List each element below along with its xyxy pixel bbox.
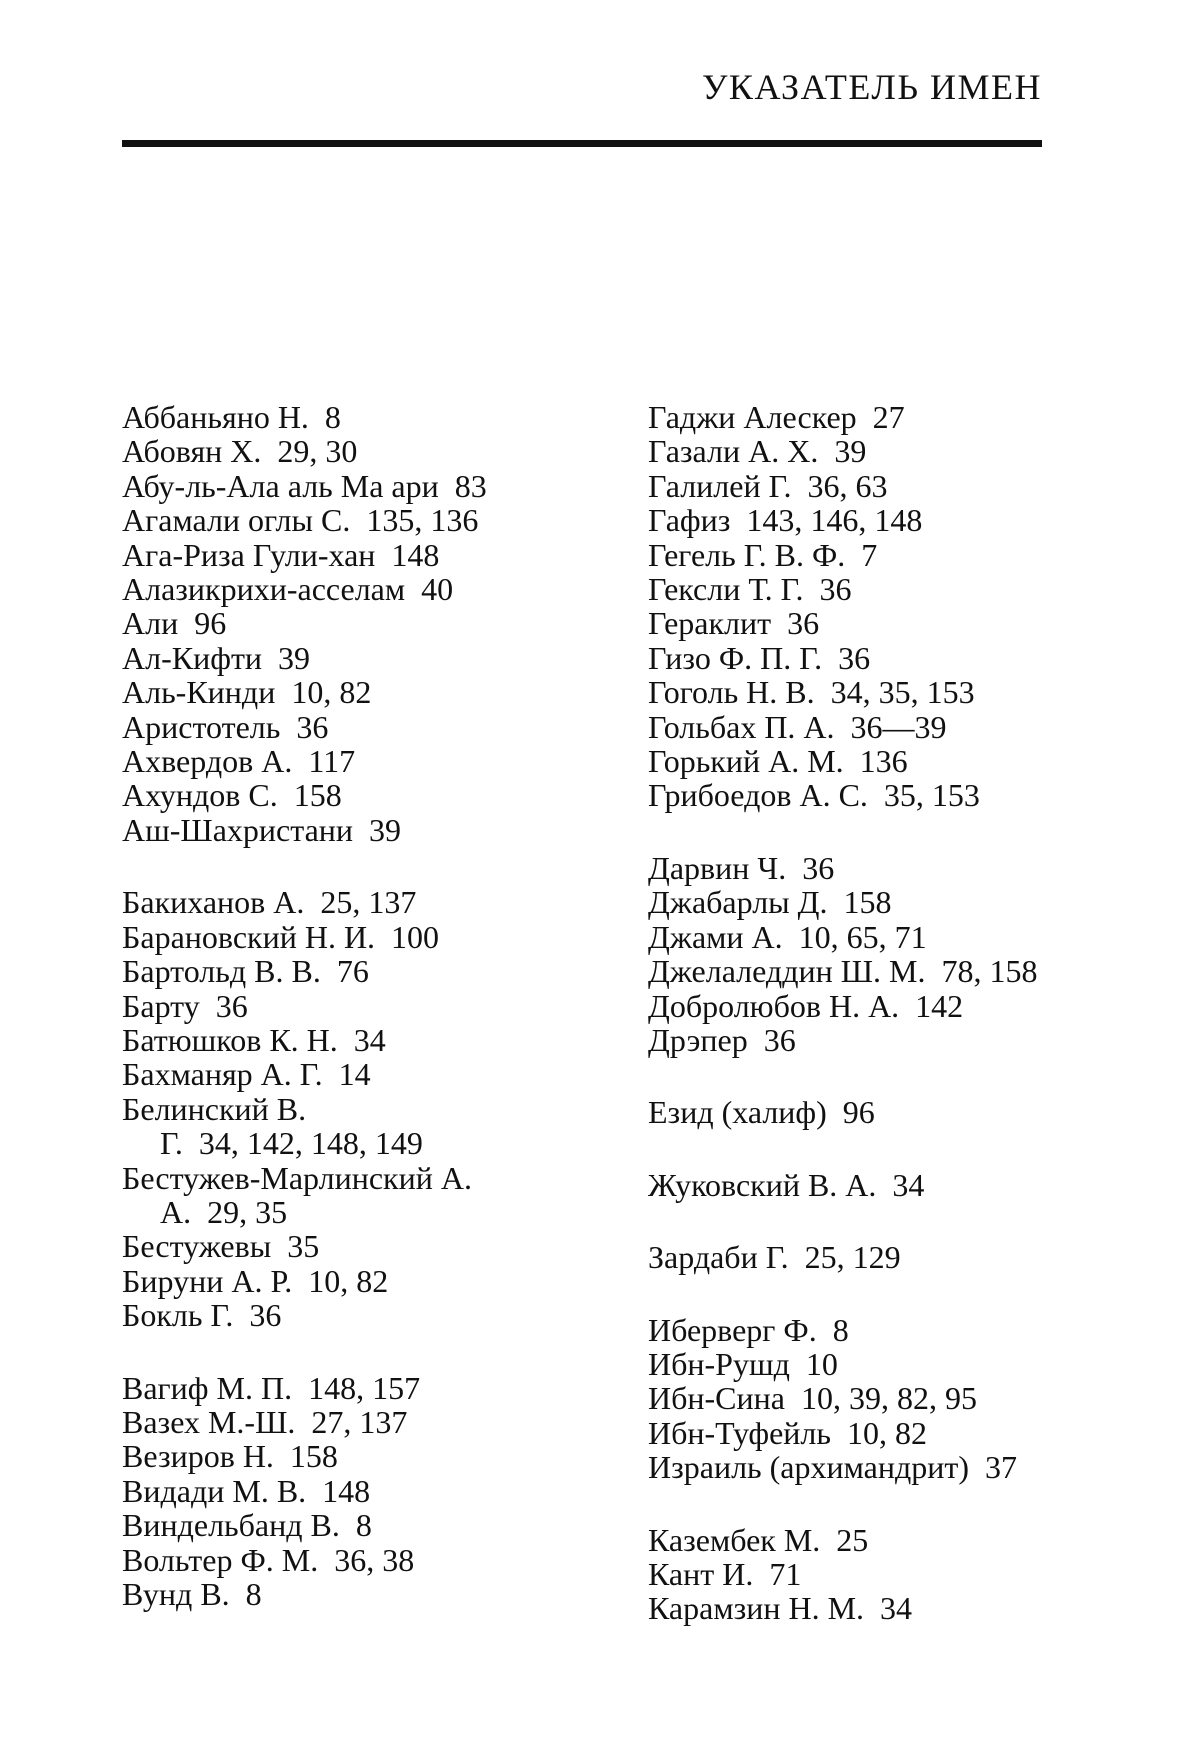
- entry-pages: 27, 137: [311, 1403, 408, 1440]
- entry-name: Видади М. В.: [122, 1472, 307, 1509]
- entry-name: Али: [122, 605, 179, 642]
- entry-pages: 39: [369, 811, 402, 848]
- entry-pages: 96: [194, 605, 227, 642]
- entry-pages: 37: [985, 1449, 1018, 1486]
- entry-name: Абу-ль-Ала аль Ма ари: [122, 467, 439, 504]
- entry-pages: 29, 35: [207, 1193, 288, 1230]
- entry-pages: 117: [308, 743, 356, 780]
- entry-name: Ибн-Рушд: [648, 1345, 790, 1382]
- entry-name: Аш-Шахристани: [122, 811, 354, 848]
- index-entry: [648, 1591, 1088, 1625]
- index-entry: [122, 538, 562, 572]
- entry-pages: 143, 146, 148: [746, 502, 923, 539]
- index-entry: [122, 920, 562, 954]
- entry-name: Аль-Кинди: [122, 674, 276, 711]
- entry-pages: 34: [880, 1590, 913, 1627]
- entry-pages: 14: [338, 1056, 371, 1093]
- entry-name: Жуковский В. А.: [648, 1166, 877, 1203]
- entry-pages: 100: [391, 918, 440, 955]
- index-entry: [648, 710, 1088, 744]
- index-entry: [122, 1264, 562, 1298]
- index-entry: [648, 400, 1088, 434]
- index-entry: [648, 1347, 1088, 1381]
- index-letter-group: [648, 400, 1088, 813]
- header-rule: [122, 140, 1042, 147]
- entry-pages: 29, 30: [277, 433, 358, 470]
- entry-pages: 36, 63: [807, 467, 888, 504]
- index-entry: [648, 920, 1088, 954]
- index-entry: [122, 1057, 562, 1091]
- entry-name: Гексли Т. Г.: [648, 571, 804, 608]
- entry-name: Вольтер Ф. М.: [122, 1541, 319, 1578]
- index-entry: [122, 1298, 562, 1332]
- entry-name: Ахвердов А.: [122, 743, 293, 780]
- entry-pages: 36: [215, 987, 248, 1024]
- index-entry: [122, 1023, 562, 1057]
- entry-pages: 148, 157: [308, 1369, 421, 1406]
- entry-pages: 158: [293, 777, 342, 814]
- entry-pages: 36: [819, 571, 852, 608]
- index-letter-group: [122, 885, 562, 1332]
- index-entry: [122, 1508, 562, 1542]
- entry-pages: 36—39: [850, 708, 947, 745]
- index-entry: [648, 885, 1088, 919]
- index-entry: [122, 989, 562, 1023]
- entry-name: Гизо Ф. П. Г.: [648, 639, 823, 676]
- entry-pages: 10, 39, 82, 95: [800, 1380, 977, 1417]
- entry-name: Ибн-Сина: [648, 1380, 785, 1417]
- index-entry: [648, 469, 1088, 503]
- entry-pages: 136: [859, 743, 908, 780]
- index-entry: [648, 1313, 1088, 1347]
- index-entry: [122, 813, 562, 847]
- entry-name: Кант И.: [648, 1555, 754, 1592]
- index-entry: [122, 572, 562, 606]
- index-entry: [648, 503, 1088, 537]
- entry-name: Ахундов С.: [122, 777, 278, 814]
- index-entry: [122, 1092, 562, 1161]
- entry-name: Вазех М.-Ш.: [122, 1403, 296, 1440]
- entry-pages: 10, 82: [291, 674, 372, 711]
- entry-pages: 148: [391, 536, 440, 573]
- index-letter-group: [648, 1095, 1088, 1129]
- index-letter-group: [648, 1168, 1088, 1202]
- entry-pages: 36: [763, 1021, 796, 1058]
- entry-name: Виндельбанд В.: [122, 1507, 340, 1544]
- index-entry: [122, 606, 562, 640]
- entry-name: Вунд В.: [122, 1576, 230, 1612]
- entry-name: Ага-Риза Гули-хан: [122, 536, 376, 573]
- entry-name: Газали А. Х.: [648, 433, 819, 470]
- index-entry: [648, 1023, 1088, 1057]
- entry-pages: 25, 129: [804, 1239, 901, 1276]
- index-entry: [648, 989, 1088, 1023]
- entry-name: Горький А. М.: [648, 743, 844, 780]
- entry-pages: 25, 137: [320, 884, 417, 921]
- entry-name: Барановский Н. И.: [122, 918, 376, 955]
- index-entry: [648, 572, 1088, 606]
- entry-pages: 39: [834, 433, 867, 470]
- entry-pages: 36: [249, 1297, 282, 1334]
- entry-pages: 36, 38: [334, 1541, 415, 1578]
- index-entry: [648, 538, 1088, 572]
- index-entry: [122, 885, 562, 919]
- index-letter-group: [122, 1371, 562, 1612]
- entry-name: Гольбах П. А.: [648, 708, 835, 745]
- entry-name: Джами А.: [648, 918, 783, 955]
- index-entry: [122, 1577, 562, 1611]
- entry-pages: 34, 35, 153: [830, 674, 975, 711]
- entry-pages: 76: [336, 953, 369, 990]
- entry-name: Гаджи Алескер: [648, 399, 857, 435]
- entry-pages: 10: [805, 1345, 838, 1382]
- index-entry: [122, 954, 562, 988]
- entry-pages: 36: [787, 605, 820, 642]
- index-entry: [648, 1168, 1088, 1202]
- entry-pages: 7: [861, 536, 878, 573]
- index-entry: [122, 1474, 562, 1508]
- index-entry: [648, 641, 1088, 675]
- entry-name: Гераклит: [648, 605, 772, 642]
- entry-name: Аристотель: [122, 708, 281, 745]
- entry-name: Бакиханов А.: [122, 884, 305, 921]
- entry-name: Бартольд В. В.: [122, 953, 321, 990]
- index-entry: [648, 606, 1088, 640]
- entry-name: Бестужевы: [122, 1228, 272, 1265]
- entry-pages: 34: [892, 1166, 925, 1203]
- entry-name: Вагиф М. П.: [122, 1369, 293, 1406]
- index-entry: [122, 1543, 562, 1577]
- entry-pages: 83: [454, 467, 487, 504]
- entry-pages: 34: [353, 1021, 386, 1058]
- entry-pages: 36: [838, 639, 871, 676]
- index-entry: [122, 1405, 562, 1439]
- entry-name: Джабарлы Д.: [648, 884, 828, 921]
- index-entry: [648, 1523, 1088, 1557]
- entry-name: Абовян Х.: [122, 433, 262, 470]
- entry-name: Алазикрихи-асселам: [122, 571, 406, 608]
- entry-name: Езид (халиф): [648, 1094, 827, 1131]
- index-entry: [648, 744, 1088, 778]
- entry-pages: 142: [915, 987, 964, 1024]
- entry-pages: 71: [769, 1555, 802, 1592]
- entry-name: Батюшков К. Н.: [122, 1021, 338, 1058]
- entry-name: Гоголь Н. В.: [648, 674, 815, 711]
- entry-name: Бируни А. Р.: [122, 1262, 293, 1299]
- entry-pages: 8: [324, 399, 341, 435]
- entry-name: Барту: [122, 987, 200, 1024]
- entry-pages: 158: [843, 884, 892, 921]
- entry-name: Дрэпер: [648, 1021, 748, 1058]
- entry-pages: 39: [278, 639, 311, 676]
- entry-name: Зардаби Г.: [648, 1239, 789, 1276]
- index-entry: [122, 675, 562, 709]
- index-entry: [648, 1450, 1088, 1484]
- index-letter-group: [648, 1523, 1088, 1626]
- entry-pages: 36: [296, 708, 329, 745]
- index-entry: [648, 1557, 1088, 1591]
- index-column-left: [122, 400, 562, 1611]
- index-entry: [648, 851, 1088, 885]
- index-entry: [122, 1229, 562, 1263]
- entry-name: Галилей Г.: [648, 467, 792, 504]
- index-entry: [122, 778, 562, 812]
- entry-pages: 40: [421, 571, 454, 608]
- index-entry: [122, 469, 562, 503]
- index-column-right: [648, 400, 1088, 1626]
- index-entry: [122, 1371, 562, 1405]
- entry-pages: 10, 65, 71: [798, 918, 927, 955]
- page-title: УКАЗАТЕЛЬ ИМЕН: [701, 67, 1042, 107]
- entry-name: Бокль Г.: [122, 1297, 234, 1334]
- entry-pages: 25: [836, 1521, 869, 1558]
- entry-pages: 36: [802, 849, 835, 886]
- index-entry: [122, 744, 562, 778]
- index-entry: [648, 778, 1088, 812]
- entry-name: Грибоедов А. С.: [648, 777, 868, 814]
- index-entry: [122, 710, 562, 744]
- entry-pages: 158: [289, 1438, 338, 1475]
- entry-pages: 148: [322, 1472, 371, 1509]
- entry-name: Аббаньяно Н.: [122, 399, 309, 435]
- entry-name: Казембек М.: [648, 1521, 821, 1558]
- index-entry: [648, 1095, 1088, 1129]
- entry-name: Бестужев-Марлинский А. А.: [122, 1159, 472, 1230]
- index-letter-group: [648, 1313, 1088, 1485]
- index-entry: [648, 675, 1088, 709]
- entry-pages: 10, 82: [308, 1262, 389, 1299]
- index-letter-group: [648, 1240, 1088, 1274]
- entry-name: Джелаледдин Ш. М.: [648, 953, 926, 990]
- entry-pages: 135, 136: [366, 502, 479, 539]
- entry-name: Добролюбов Н. А.: [648, 987, 900, 1024]
- entry-pages: 35, 153: [883, 777, 980, 814]
- entry-pages: 8: [355, 1507, 372, 1544]
- entry-name: Гафиз: [648, 502, 731, 539]
- entry-name: Ал-Кифти: [122, 639, 263, 676]
- index-entry: [648, 1381, 1088, 1415]
- entry-pages: 34, 142, 148, 149: [198, 1125, 423, 1162]
- entry-pages: 27: [872, 399, 905, 435]
- entry-pages: 35: [287, 1228, 320, 1265]
- index-entry: [648, 1240, 1088, 1274]
- index-entry: [648, 954, 1088, 988]
- index-letter-group: [122, 400, 562, 847]
- entry-name: Гегель Г. В. Ф.: [648, 536, 846, 573]
- entry-pages: 8: [832, 1311, 849, 1348]
- index-entry: [122, 503, 562, 537]
- entry-name: Агамали оглы С.: [122, 502, 351, 539]
- entry-name: Израиль (архимандрит): [648, 1449, 970, 1486]
- entry-pages: 78, 158: [941, 953, 1038, 990]
- index-entry: [122, 641, 562, 675]
- index-letter-group: [648, 851, 1088, 1057]
- entry-name: Ибн-Туфейль: [648, 1414, 831, 1451]
- index-entry: [122, 1439, 562, 1473]
- entry-name: Иберверг Ф.: [648, 1311, 817, 1348]
- entry-name: Карамзин Н. М.: [648, 1590, 865, 1627]
- index-entry: [122, 1161, 562, 1230]
- index-entry: [122, 434, 562, 468]
- entry-name: Белинский В. Г.: [122, 1090, 307, 1162]
- entry-name: Везиров Н.: [122, 1438, 274, 1475]
- entry-pages: 8: [245, 1576, 262, 1612]
- index-entry: [648, 1416, 1088, 1450]
- index-entry: [648, 434, 1088, 468]
- entry-pages: 10, 82: [846, 1414, 927, 1451]
- entry-name: Бахманяр А. Г.: [122, 1056, 323, 1093]
- index-entry: [122, 400, 562, 434]
- entry-pages: 96: [842, 1094, 875, 1131]
- entry-name: Дарвин Ч.: [648, 849, 787, 886]
